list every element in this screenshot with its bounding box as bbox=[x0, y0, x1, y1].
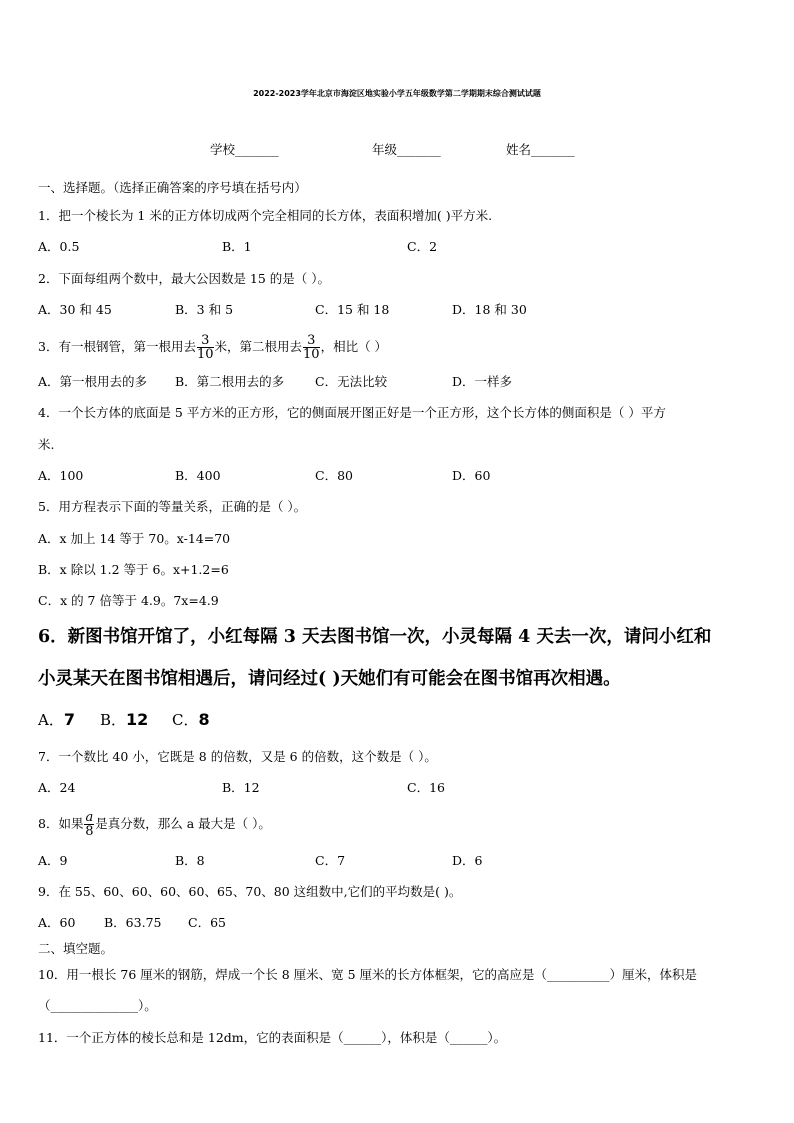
q8-option-b: B．8 bbox=[175, 853, 205, 868]
q3-text-pre: 3．有一根钢管，第一根用去 bbox=[38, 339, 196, 354]
question-5: 5．用方程表示下面的等量关系，正确的是（ ）。 bbox=[38, 499, 307, 514]
q8-fraction-numerator: a bbox=[85, 810, 94, 825]
q6-option-c-value: 8 bbox=[198, 710, 210, 729]
q8-text-pre: 8．如果 bbox=[38, 816, 84, 831]
q3-option-a: A．第一根用去的多 bbox=[38, 374, 148, 389]
q6-option-b-label: B． bbox=[100, 711, 127, 729]
q6-option-a-label: A． bbox=[38, 711, 64, 729]
question-8 bbox=[38, 805, 271, 843]
q4-option-c: C．80 bbox=[315, 468, 353, 483]
section-heading-choice: 一、选择题。（选择正确答案的序号填在括号内） bbox=[38, 180, 307, 195]
school-field: 学校_______ bbox=[210, 142, 279, 157]
question-4-line-1: 4．一个长方体的底面是 5 平方米的正方形，它的侧面展开图正好是一个正方形，这个长方体的侧面积是（ ）平方 bbox=[38, 405, 666, 420]
q3-option-d: D．一样多 bbox=[452, 374, 513, 389]
q4-option-a: A．100 bbox=[38, 468, 84, 483]
q4-option-b: B．400 bbox=[175, 468, 221, 483]
q7-option-b: B．12 bbox=[222, 780, 260, 795]
q7-option-a: A．24 bbox=[38, 780, 76, 795]
q7-option-c: C．16 bbox=[407, 780, 445, 795]
q5-option-c: C．x 的 7 倍等于 4.9。7x=4.9 bbox=[38, 593, 219, 608]
q3-fraction-1-numerator: 3 bbox=[197, 334, 214, 348]
question-11: 11．一个正方体的棱长总和是 12dm，它的表面积是（______），体积是（______）。 bbox=[38, 1030, 507, 1045]
section-heading-fill: 二、填空题。 bbox=[38, 941, 114, 956]
q4-option-d: D．60 bbox=[452, 468, 491, 483]
q3-fraction-2-numerator: 3 bbox=[303, 334, 320, 348]
q5-option-b: B．x 除以 1.2 等于 6。x+1.2=6 bbox=[38, 562, 229, 577]
question-7: 7．一个数比 40 小，它既是 8 的倍数，又是 6 的倍数，这个数是（ ）。 bbox=[38, 749, 437, 764]
q6-option-a-value: 7 bbox=[63, 710, 75, 729]
q1-option-a: A．0.5 bbox=[38, 239, 80, 254]
question-10-line-2: （______________）。 bbox=[38, 998, 157, 1013]
q6-option-b-value: 12 bbox=[126, 710, 149, 729]
q1-option-b: B．1 bbox=[222, 239, 252, 254]
name-field: 姓名_______ bbox=[506, 142, 575, 157]
question-3 bbox=[38, 328, 387, 366]
q1-option-c: C．2 bbox=[407, 239, 438, 254]
q2-option-d: D．18 和 30 bbox=[452, 302, 527, 317]
q8-option-c: C．7 bbox=[315, 853, 346, 868]
question-10-line-1: 10．用一根长 76 厘米的钢筋，焊成一个长 8 厘米、宽 5 厘米的长方体框架，它的高应是（__________）厘米，体积是 bbox=[38, 967, 698, 982]
q3-fraction-2 bbox=[303, 334, 320, 361]
q6-option-c-label: C． bbox=[172, 711, 199, 729]
question-1: 1．把一个棱长为 1 米的正方体切成两个完全相同的长方体，表面积增加( )平方米. bbox=[38, 208, 493, 223]
q8-fraction bbox=[84, 811, 94, 838]
q9-option-c: C．65 bbox=[188, 915, 226, 930]
page-title: 2022-2023学年北京市海淀区地实验小学五年级数学第二学期期末综合测试试题 bbox=[253, 89, 541, 98]
question-4-line-2: 米. bbox=[38, 437, 55, 452]
q9-option-a: A．60 bbox=[38, 915, 76, 930]
q8-option-d: D．6 bbox=[452, 853, 483, 868]
q8-fraction-denominator: 8 bbox=[85, 824, 94, 839]
q3-fraction-1-denominator: 10 bbox=[196, 347, 214, 362]
q3-text-mid: 米，第二根用去 bbox=[214, 339, 303, 354]
q8-option-a: A．9 bbox=[38, 853, 68, 868]
q8-text-post: 是真分数，那么 a 最大是（ ）。 bbox=[95, 816, 271, 831]
q3-option-b: B．第二根用去的多 bbox=[175, 374, 285, 389]
q3-text-post: ，相比（ ） bbox=[320, 339, 388, 354]
q3-fraction-1 bbox=[197, 334, 214, 361]
q2-option-b: B．3 和 5 bbox=[175, 302, 234, 317]
q3-fraction-2-denominator: 10 bbox=[303, 347, 320, 362]
question-6-line-1: 6．新图书馆开馆了，小红每隔 3 天去图书馆一次，小灵每隔 4 天去一次，请问小红和 bbox=[38, 627, 712, 647]
q2-option-a: A．30 和 45 bbox=[38, 302, 112, 317]
question-6-line-2: 小灵某天在图书馆相遇后，请问经过( )天她们有可能会在图书馆再次相遇。 bbox=[38, 669, 621, 689]
q6-option-b bbox=[100, 710, 148, 730]
grade-field: 年级_______ bbox=[372, 142, 441, 157]
question-2: 2．下面每组两个数中，最大公因数是 15 的是（ ）。 bbox=[38, 271, 331, 286]
q3-option-c: C．无法比较 bbox=[315, 374, 388, 389]
q6-option-a bbox=[38, 710, 75, 730]
q9-option-b: B．63.75 bbox=[104, 915, 162, 930]
q6-option-c bbox=[172, 710, 210, 730]
q2-option-c: C．15 和 18 bbox=[315, 302, 390, 317]
question-9: 9．在 55、60、60、60、60、65、70、80 这组数中,它们的平均数是( )。 bbox=[38, 884, 462, 899]
q5-option-a: A．x 加上 14 等于 70。x-14=70 bbox=[38, 531, 231, 546]
